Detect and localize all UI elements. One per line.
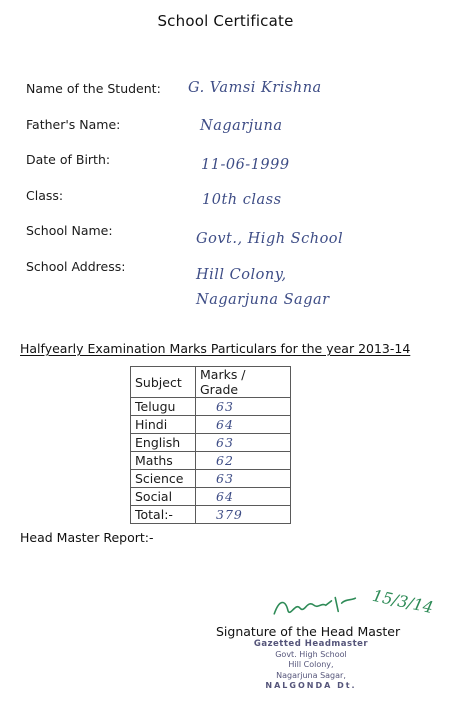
school-address-line1: Hill Colony, [196,267,287,283]
head-master-report-label: Head Master Report:- [20,530,154,545]
marks-column-header: Marks / Grade [196,367,291,398]
marks-cell: 63 [196,434,291,452]
dob-value: 11-06-1999 [201,157,290,173]
subject-cell: English [131,434,196,452]
handwritten-signature [269,590,361,628]
table-row [131,470,291,488]
dob-label: Date of Birth: [26,152,111,167]
school-address-label: School Address: [26,259,126,274]
marks-cell: 62 [196,452,291,470]
marks-cell: 63 [196,470,291,488]
father-name-label: Father's Name: [26,117,121,132]
stamp-line-colony: Hill Colony, [288,660,334,669]
subject-cell: Telugu [131,398,196,416]
stamp-line-town: Nagarjuna Sagar, [276,670,346,680]
signature-caption: Signature of the Head Master [216,624,401,639]
marks-cell: 63 [196,398,291,416]
certificate-title: School Certificate [157,12,294,30]
table-row [131,488,291,506]
subject-cell: Hindi [131,416,196,434]
table-row [131,416,291,434]
student-name-value: G. Vamsi Krishna [188,80,322,96]
table-row [131,398,291,416]
stamp-line-district: NALGONDA Dt. [265,681,357,690]
father-name-value: Nagarjuna [200,118,283,134]
marks-cell: 64 [196,416,291,434]
school-name-label: School Name: [26,223,113,238]
total-marks-cell: 379 [196,506,291,524]
subject-cell: Social [131,488,196,506]
signature-scribble-icon [269,590,361,622]
marks-heading: Halfyearly Examination Marks Particulars for the year 2013-14 [20,341,411,356]
marks-table [130,366,291,524]
school-address-line2: Nagarjuna Sagar [196,292,330,308]
school-name-value: Govt., High School [196,231,344,247]
signature-date: 15/3/14 [370,585,435,618]
class-value: 10th class [202,192,282,208]
class-label: Class: [26,188,64,203]
headmaster-stamp [246,639,376,692]
marks-table-header [131,367,291,398]
stamp-line-title: Gazetted Headmaster [253,639,369,649]
subject-cell: Maths [131,452,196,470]
student-name-label: Name of the Student: [26,81,161,96]
table-row [131,434,291,452]
subject-column-header: Subject [131,367,196,398]
table-row [131,452,291,470]
stamp-line-school: Govt. High School [275,649,347,659]
total-label-cell: Total:- [131,506,196,524]
total-row [131,506,291,524]
subject-cell: Science [131,470,196,488]
marks-cell: 64 [196,488,291,506]
